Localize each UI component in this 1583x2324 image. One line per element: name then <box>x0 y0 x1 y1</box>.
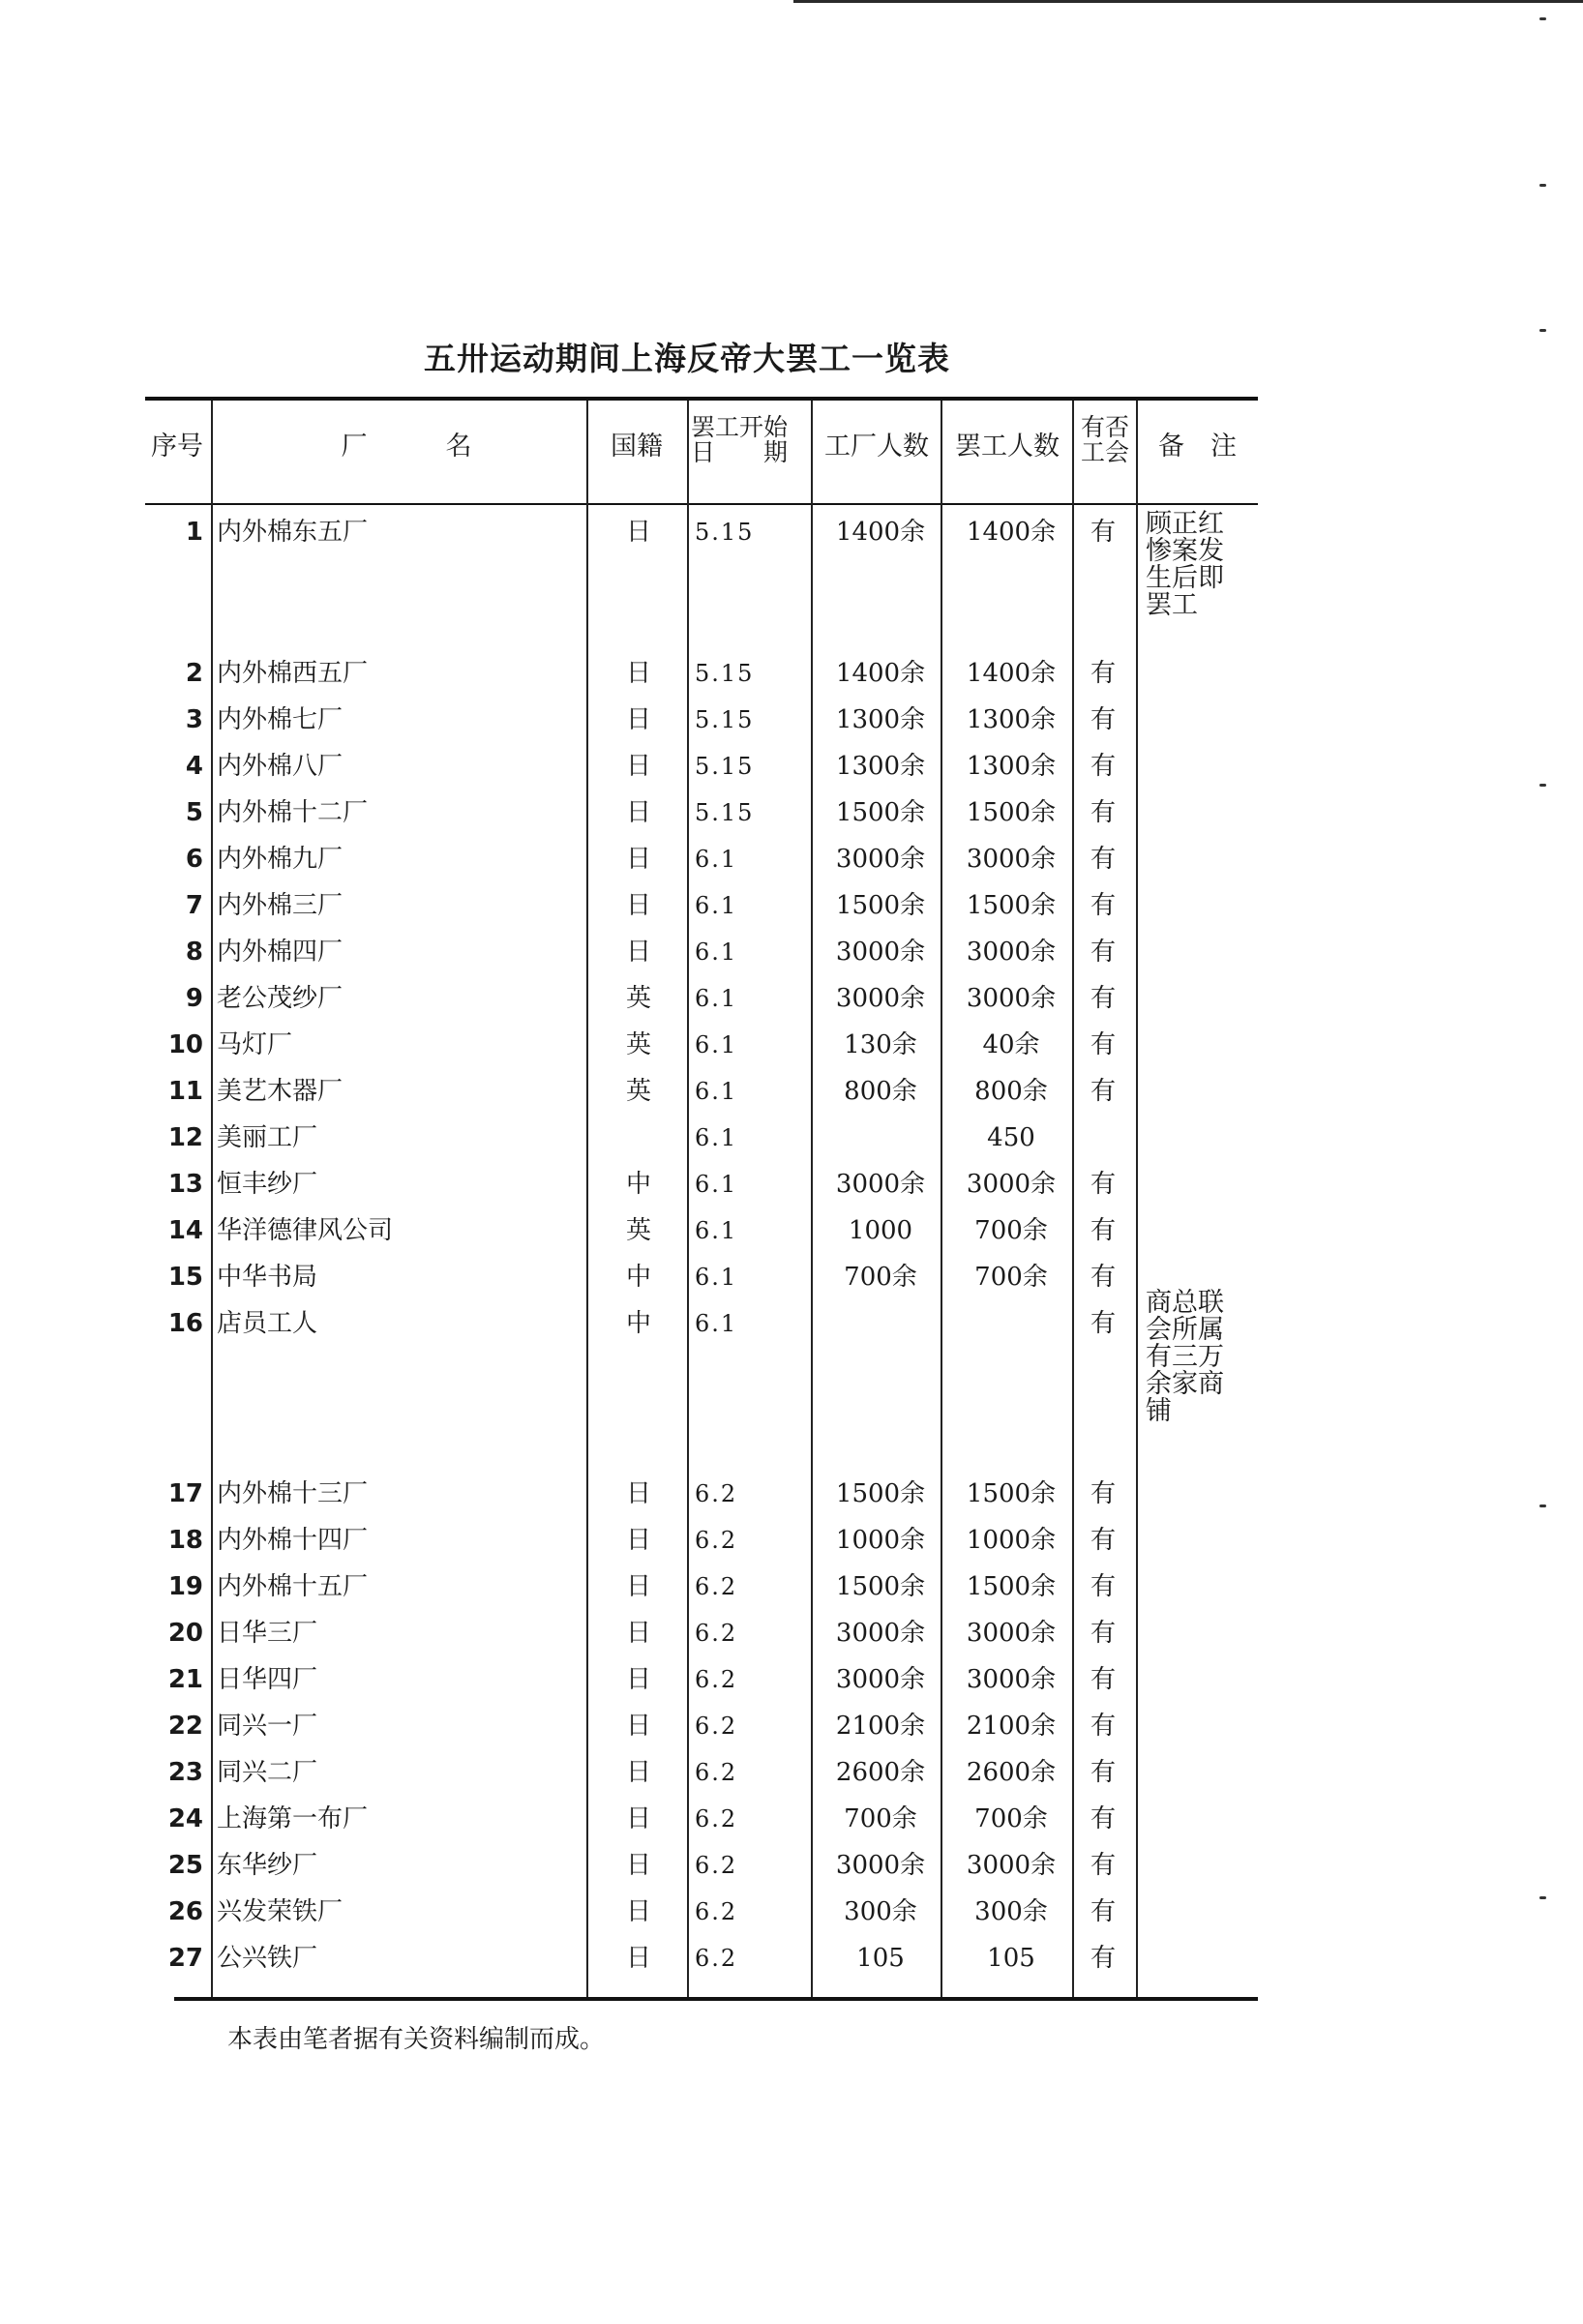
strike-start-date: 6.1 <box>695 1310 738 1337</box>
table-row <box>145 1304 1258 1343</box>
factory-worker-count: 3000余 <box>835 845 926 874</box>
row-number: 19 <box>167 1572 203 1601</box>
strike-start-date: 6.2 <box>695 1666 738 1693</box>
nationality: 日 <box>625 1619 651 1648</box>
table-row <box>145 1026 1258 1064</box>
header-remarks: 备 注 <box>1158 432 1237 462</box>
nationality: 日 <box>625 891 651 920</box>
table-row <box>145 979 1258 1018</box>
striking-worker-count: 700余 <box>974 1216 1048 1245</box>
header-factory-workers: 工厂人数 <box>824 432 929 462</box>
union-status: 有 <box>1090 1804 1116 1833</box>
header-start-date-line2: 日 期 <box>691 438 789 466</box>
striking-worker-count: 3000余 <box>966 984 1057 1013</box>
union-status: 有 <box>1090 1712 1116 1741</box>
strike-start-date: 6.2 <box>695 1852 738 1879</box>
factory-worker-count: 1300余 <box>835 705 926 734</box>
margin-mark <box>1539 784 1546 787</box>
factory-name: 上海第一布厂 <box>217 1804 369 1833</box>
nationality: 日 <box>625 1572 651 1601</box>
strike-start-date: 6.1 <box>695 1124 738 1151</box>
striking-worker-count: 700余 <box>974 1263 1048 1292</box>
nationality: 日 <box>625 1758 651 1787</box>
striking-worker-count: 1500余 <box>966 891 1057 920</box>
strike-start-date: 6.1 <box>695 846 738 873</box>
striking-worker-count: 1400余 <box>966 518 1057 547</box>
striking-worker-count: 3000余 <box>966 1619 1057 1648</box>
factory-name: 中华书局 <box>217 1263 318 1292</box>
factory-name: 同兴一厂 <box>217 1712 318 1741</box>
margin-mark <box>1539 184 1546 187</box>
table-row <box>145 1707 1258 1745</box>
table-row <box>145 1567 1258 1606</box>
nationality: 日 <box>625 1479 651 1508</box>
factory-worker-count: 1500余 <box>835 891 926 920</box>
striking-worker-count: 2600余 <box>966 1758 1057 1787</box>
nationality: 日 <box>625 518 651 547</box>
factory-name: 内外棉十三厂 <box>217 1479 369 1508</box>
table-row <box>145 1475 1258 1513</box>
factory-worker-count: 1400余 <box>835 518 926 547</box>
table-row <box>145 1753 1258 1792</box>
table-row <box>145 1118 1258 1157</box>
factory-name: 东华纱厂 <box>217 1851 318 1880</box>
table-row <box>145 513 1258 551</box>
table-row <box>145 654 1258 693</box>
row-number: 14 <box>167 1216 203 1245</box>
striking-worker-count: 3000余 <box>966 1170 1057 1199</box>
union-status: 有 <box>1090 845 1116 874</box>
factory-name: 内外棉十五厂 <box>217 1572 369 1601</box>
table-row <box>145 747 1258 786</box>
union-status: 有 <box>1090 659 1116 688</box>
nationality: 中 <box>625 1170 651 1199</box>
union-status: 有 <box>1090 1309 1116 1338</box>
striking-worker-count: 105 <box>987 1944 1035 1973</box>
nationality: 日 <box>625 1526 651 1555</box>
row-number: 4 <box>185 752 203 781</box>
header-name: 厂 名 <box>341 432 472 462</box>
nationality: 日 <box>625 705 651 734</box>
row-number: 6 <box>185 845 203 874</box>
factory-name: 内外棉四厂 <box>217 938 343 967</box>
nationality: 日 <box>625 1665 651 1694</box>
header-strike-workers: 罢工人数 <box>955 432 1060 462</box>
strike-start-date: 6.2 <box>695 1527 738 1554</box>
factory-worker-count: 1500余 <box>835 1572 926 1601</box>
row-number: 3 <box>185 705 203 734</box>
union-status: 有 <box>1090 705 1116 734</box>
union-status: 有 <box>1090 1077 1116 1106</box>
row-number: 12 <box>167 1123 203 1152</box>
table-row <box>145 1211 1258 1250</box>
strike-start-date: 6.2 <box>695 1759 738 1786</box>
table-row <box>145 700 1258 739</box>
nationality: 英 <box>625 1216 651 1245</box>
factory-name: 内外棉九厂 <box>217 845 343 874</box>
strike-start-date: 6.1 <box>695 1078 738 1105</box>
table-row <box>145 1521 1258 1560</box>
nationality: 日 <box>625 1712 651 1741</box>
factory-worker-count: 3000余 <box>835 984 926 1013</box>
strike-start-date: 5.15 <box>695 706 755 733</box>
table-row <box>145 793 1258 832</box>
factory-name: 日华四厂 <box>217 1665 318 1694</box>
factory-worker-count: 300余 <box>844 1897 917 1926</box>
row-number: 23 <box>167 1758 203 1787</box>
row-number: 11 <box>167 1077 203 1106</box>
union-status: 有 <box>1090 1851 1116 1880</box>
factory-name: 老公茂纱厂 <box>217 984 343 1013</box>
row-number: 18 <box>167 1526 203 1555</box>
nationality: 中 <box>625 1309 651 1338</box>
header-no: 序号 <box>151 432 203 462</box>
union-status: 有 <box>1090 1526 1116 1555</box>
factory-name: 恒丰纱厂 <box>217 1170 318 1199</box>
nationality: 英 <box>625 1077 651 1106</box>
striking-worker-count: 1400余 <box>966 659 1057 688</box>
table-row <box>145 1800 1258 1838</box>
union-status: 有 <box>1090 984 1116 1013</box>
striking-worker-count: 1500余 <box>966 1479 1057 1508</box>
table-row <box>145 1072 1258 1111</box>
strike-start-date: 6.2 <box>695 1480 738 1507</box>
strike-start-date: 6.1 <box>695 939 738 966</box>
row-number: 21 <box>167 1665 203 1694</box>
nationality: 日 <box>625 798 651 827</box>
striking-worker-count: 800余 <box>974 1077 1048 1106</box>
union-status: 有 <box>1090 1758 1116 1787</box>
strike-start-date: 6.1 <box>695 892 738 919</box>
striking-worker-count: 3000余 <box>966 1851 1057 1880</box>
strike-start-date: 5.15 <box>695 799 755 826</box>
union-status: 有 <box>1090 1170 1116 1199</box>
row-number: 5 <box>185 798 203 827</box>
strike-table <box>145 397 1258 2001</box>
union-status: 有 <box>1090 1619 1116 1648</box>
strike-start-date: 6.1 <box>695 1264 738 1291</box>
factory-name: 内外棉西五厂 <box>217 659 369 688</box>
striking-worker-count: 2100余 <box>966 1712 1057 1741</box>
factory-worker-count: 105 <box>856 1944 905 1973</box>
nationality: 中 <box>625 1263 651 1292</box>
striking-worker-count: 450 <box>987 1123 1035 1152</box>
striking-worker-count: 3000余 <box>966 1665 1057 1694</box>
striking-worker-count: 40余 <box>982 1030 1040 1059</box>
union-status: 有 <box>1090 1665 1116 1694</box>
row-number: 1 <box>185 518 203 547</box>
striking-worker-count: 1300余 <box>966 705 1057 734</box>
table-title: 五卅运动期间上海反帝大罢工一览表 <box>424 340 950 377</box>
nationality: 英 <box>625 984 651 1013</box>
row-number: 27 <box>167 1944 203 1973</box>
nationality: 英 <box>625 1030 651 1059</box>
strike-start-date: 5.15 <box>695 753 755 780</box>
factory-name: 美丽工厂 <box>217 1123 318 1152</box>
row-number: 25 <box>167 1851 203 1880</box>
strike-start-date: 6.2 <box>695 1620 738 1647</box>
factory-name: 兴发荣铁厂 <box>217 1897 343 1926</box>
strike-start-date: 6.2 <box>695 1898 738 1925</box>
factory-name: 内外棉东五厂 <box>217 518 369 547</box>
union-status: 有 <box>1090 1216 1116 1245</box>
factory-worker-count: 700余 <box>844 1804 917 1833</box>
factory-name: 日华三厂 <box>217 1619 318 1648</box>
factory-name: 内外棉八厂 <box>217 752 343 781</box>
margin-mark <box>1539 1505 1546 1507</box>
union-status: 有 <box>1090 518 1116 547</box>
nationality: 日 <box>625 1851 651 1880</box>
row-number: 26 <box>167 1897 203 1926</box>
factory-worker-count: 3000余 <box>835 1851 926 1880</box>
factory-name: 内外棉三厂 <box>217 891 343 920</box>
header-nationality: 国籍 <box>611 432 663 462</box>
union-status: 有 <box>1090 1479 1116 1508</box>
margin-mark <box>1539 17 1546 20</box>
factory-worker-count: 130余 <box>844 1030 917 1059</box>
union-status: 有 <box>1090 798 1116 827</box>
striking-worker-count: 1500余 <box>966 1572 1057 1601</box>
strike-start-date: 6.2 <box>695 1713 738 1740</box>
row-number: 10 <box>167 1030 203 1059</box>
striking-worker-count: 300余 <box>974 1897 1048 1926</box>
table-row <box>145 1165 1258 1204</box>
remark-row16: 商总联会所属有三万余家商铺 <box>1146 1288 1224 1426</box>
table-row <box>145 1660 1258 1699</box>
header-bottom-rule <box>145 503 1258 505</box>
row-number: 7 <box>185 891 203 920</box>
strike-start-date: 6.2 <box>695 1805 738 1832</box>
union-status: 有 <box>1090 1572 1116 1601</box>
row-number: 22 <box>167 1712 203 1741</box>
nationality: 日 <box>625 845 651 874</box>
striking-worker-count: 1000余 <box>966 1526 1057 1555</box>
factory-name: 内外棉十二厂 <box>217 798 369 827</box>
factory-worker-count: 1000 <box>848 1216 913 1245</box>
row-number: 24 <box>167 1804 203 1833</box>
factory-worker-count: 1000余 <box>835 1526 926 1555</box>
table-bottom-rule <box>174 1997 1258 2001</box>
strike-start-date: 6.1 <box>695 1031 738 1058</box>
strike-start-date: 6.2 <box>695 1945 738 1972</box>
page-top-rule <box>793 0 1583 3</box>
union-status: 有 <box>1090 938 1116 967</box>
header-start-date-line1: 罢工开始 <box>691 413 789 441</box>
table-row <box>145 1892 1258 1931</box>
row-number: 13 <box>167 1170 203 1199</box>
table-row <box>145 1258 1258 1296</box>
table-row <box>145 1846 1258 1885</box>
remark-row1: 顾正红惨案发生后即罢工 <box>1146 509 1224 620</box>
strike-start-date: 6.1 <box>695 1171 738 1198</box>
nationality: 日 <box>625 1944 651 1973</box>
factory-name: 店员工人 <box>217 1309 318 1338</box>
striking-worker-count: 1300余 <box>966 752 1057 781</box>
factory-name: 华洋德律风公司 <box>217 1216 394 1245</box>
factory-worker-count: 3000余 <box>835 1170 926 1199</box>
row-number: 9 <box>185 984 203 1013</box>
factory-worker-count: 1500余 <box>835 798 926 827</box>
union-status: 有 <box>1090 1030 1116 1059</box>
strike-start-date: 6.2 <box>695 1573 738 1600</box>
footnote: 本表由笔者据有关资料编制而成。 <box>227 2025 606 2054</box>
nationality: 日 <box>625 659 651 688</box>
factory-name: 公兴铁厂 <box>217 1944 318 1973</box>
factory-name: 内外棉十四厂 <box>217 1526 369 1555</box>
factory-worker-count: 700余 <box>844 1263 917 1292</box>
strike-start-date: 5.15 <box>695 519 755 546</box>
factory-worker-count: 2600余 <box>835 1758 926 1787</box>
factory-name: 内外棉七厂 <box>217 705 343 734</box>
factory-name: 马灯厂 <box>217 1030 293 1059</box>
striking-worker-count: 700余 <box>974 1804 1048 1833</box>
factory-worker-count: 800余 <box>844 1077 917 1106</box>
table-row <box>145 840 1258 879</box>
factory-worker-count: 3000余 <box>835 1665 926 1694</box>
striking-worker-count: 1500余 <box>966 798 1057 827</box>
factory-name: 美艺木器厂 <box>217 1077 343 1106</box>
row-number: 16 <box>167 1309 203 1338</box>
factory-worker-count: 2100余 <box>835 1712 926 1741</box>
union-status: 有 <box>1090 891 1116 920</box>
nationality: 日 <box>625 1897 651 1926</box>
margin-mark <box>1539 329 1546 332</box>
table-row <box>145 933 1258 971</box>
strike-start-date: 5.15 <box>695 660 755 687</box>
nationality: 日 <box>625 1804 651 1833</box>
table-row <box>145 1614 1258 1653</box>
factory-name: 同兴二厂 <box>217 1758 318 1787</box>
row-number: 17 <box>167 1479 203 1508</box>
strike-start-date: 6.1 <box>695 985 738 1012</box>
margin-mark <box>1539 1896 1546 1899</box>
row-number: 15 <box>167 1263 203 1292</box>
row-number: 2 <box>185 659 203 688</box>
row-number: 8 <box>185 938 203 967</box>
union-status: 有 <box>1090 1263 1116 1292</box>
table-top-rule <box>145 397 1258 401</box>
nationality: 日 <box>625 938 651 967</box>
union-status: 有 <box>1090 752 1116 781</box>
factory-worker-count: 3000余 <box>835 938 926 967</box>
row-number: 20 <box>167 1619 203 1648</box>
header-union-line1: 有否 <box>1080 413 1129 441</box>
header-union-line2: 工会 <box>1080 438 1129 466</box>
table-row <box>145 886 1258 925</box>
factory-worker-count: 3000余 <box>835 1619 926 1648</box>
factory-worker-count: 1300余 <box>835 752 926 781</box>
union-status: 有 <box>1090 1944 1116 1973</box>
striking-worker-count: 3000余 <box>966 845 1057 874</box>
strike-start-date: 6.1 <box>695 1217 738 1244</box>
union-status: 有 <box>1090 1897 1116 1926</box>
factory-worker-count: 1400余 <box>835 659 926 688</box>
factory-worker-count: 1500余 <box>835 1479 926 1508</box>
nationality: 日 <box>625 752 651 781</box>
striking-worker-count: 3000余 <box>966 938 1057 967</box>
table-row <box>145 1939 1258 1978</box>
